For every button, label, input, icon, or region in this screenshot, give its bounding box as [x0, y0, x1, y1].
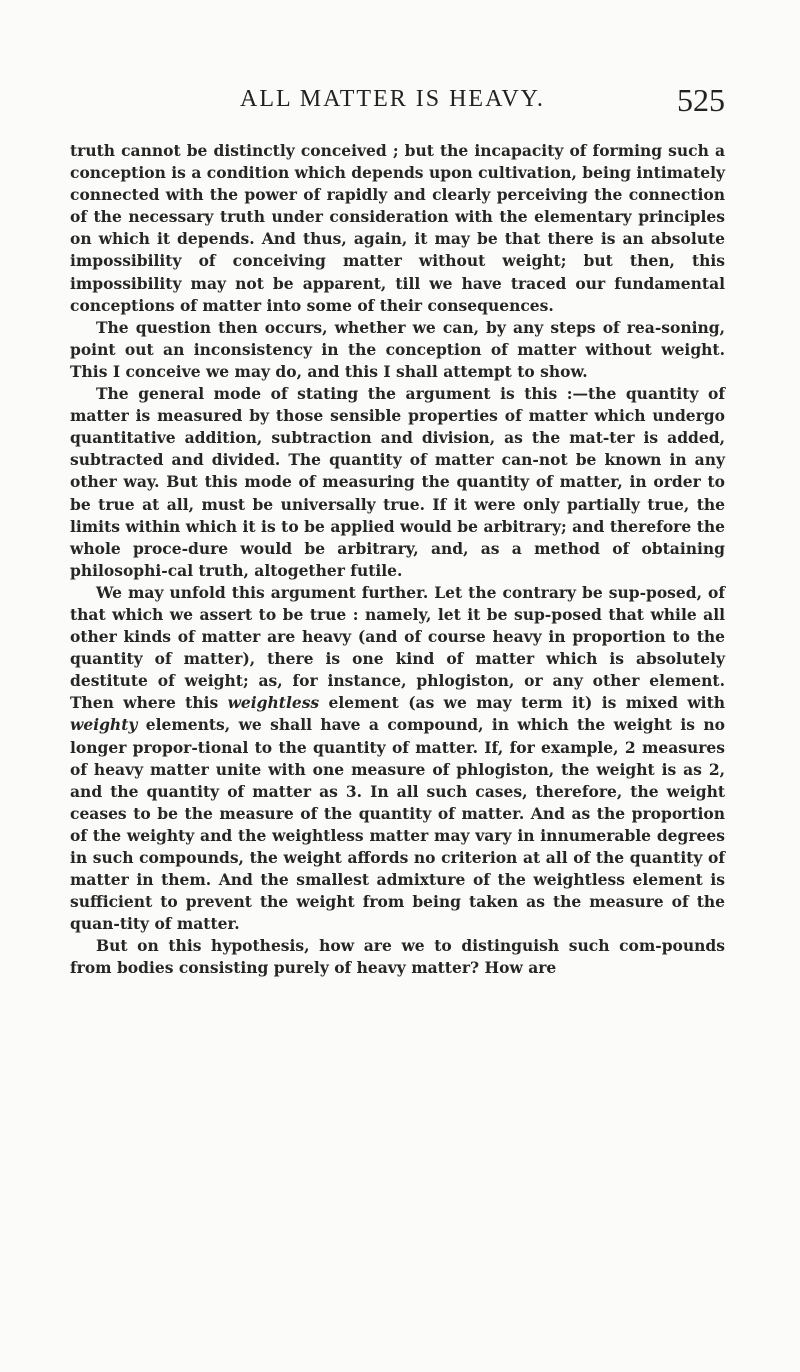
paragraph-4 [70, 582, 725, 936]
body-text [70, 140, 725, 980]
italic-term-weightless: weightless [227, 693, 320, 713]
paragraph-1 [70, 140, 725, 317]
paragraph-text: elements, we shall have a compound, in which the weight is no longer propor-tional to the quantity of matter. If, for example, 2 measures of heavy matter unite with one measure of phlogiston, the weight is as 2, and the quantity of matter as 3. In all such cases, therefore, the weight ceases to be the measure of the quantity of matter. And as the proportion of the weighty and the weightless matter may vary in innumerable degrees in such compounds, the weight affords no criterion at all of the quantity of matter in them. And the smallest admixture of the weightless element is sufficient to prevent the weight from being taken as the measure of the quan-tity of matter. [70, 715, 725, 934]
paragraph-text: We may unfold this argument further. Let the contrary be sup-posed, of that which we assert to be true : namely, let it be sup-posed that while all other kinds of matter are heavy (and of course heavy in proportion to the quantity of matter), there is one kind of matter which is absolutely destitute of weight; as, for instance, phlogiston, or any other element. Then where this [70, 582, 725, 713]
running-head [70, 82, 725, 122]
page-number: 525 [677, 82, 725, 118]
paragraph-3 [70, 383, 725, 582]
paragraph-text: truth cannot be distinctly conceived ; but the incapacity of forming such a conception is a condition which depends upon cultivation, being intimately connected with the power of rapidly and clearly perceiving the connection of the necessary truth under consideration with the elementary principles on which it depends. And thus, again, it may be that there is an absolute impossibility of conceiving matter without weight; but then, this impossibility may not be apparent, till we have traced our fundamental conceptions of matter into some of their consequences. [70, 141, 725, 315]
paragraph-text: element (as we may term it) is mixed with [319, 693, 725, 713]
running-title: ALL MATTER IS HEAVY. [240, 86, 545, 112]
paragraph-text: The general mode of stating the argument is this :—the quantity of matter is measured by those sensible properties of matter which undergo quantitative addition, subtraction and division, as the mat-ter is added, subtracted and divided. The quantity of matter can-not be known in any other way. But this mode of measuring the quantity of matter, in order to be true at all, must be universally true. If it were only partially true, the limits within which it is to be applied would be arbitrary; and therefore the whole proce-dure would be arbitrary, and, as a method of obtaining philosophi-cal truth, altogether futile. [70, 384, 725, 580]
paragraph-text: The question then occurs, whether we can, by any steps of rea-soning, point out an inconsistency in the conception of matter without weight. This I conceive we may do, and this I shall attempt to show. [70, 317, 725, 381]
paragraph-text: But on this hypothesis, how are we to distinguish such com-pounds from bodies consisting purely of heavy matter? How are [70, 936, 725, 978]
paragraph-2 [70, 317, 725, 383]
italic-term-weighty: weighty [70, 715, 138, 735]
paragraph-5 [70, 935, 725, 979]
